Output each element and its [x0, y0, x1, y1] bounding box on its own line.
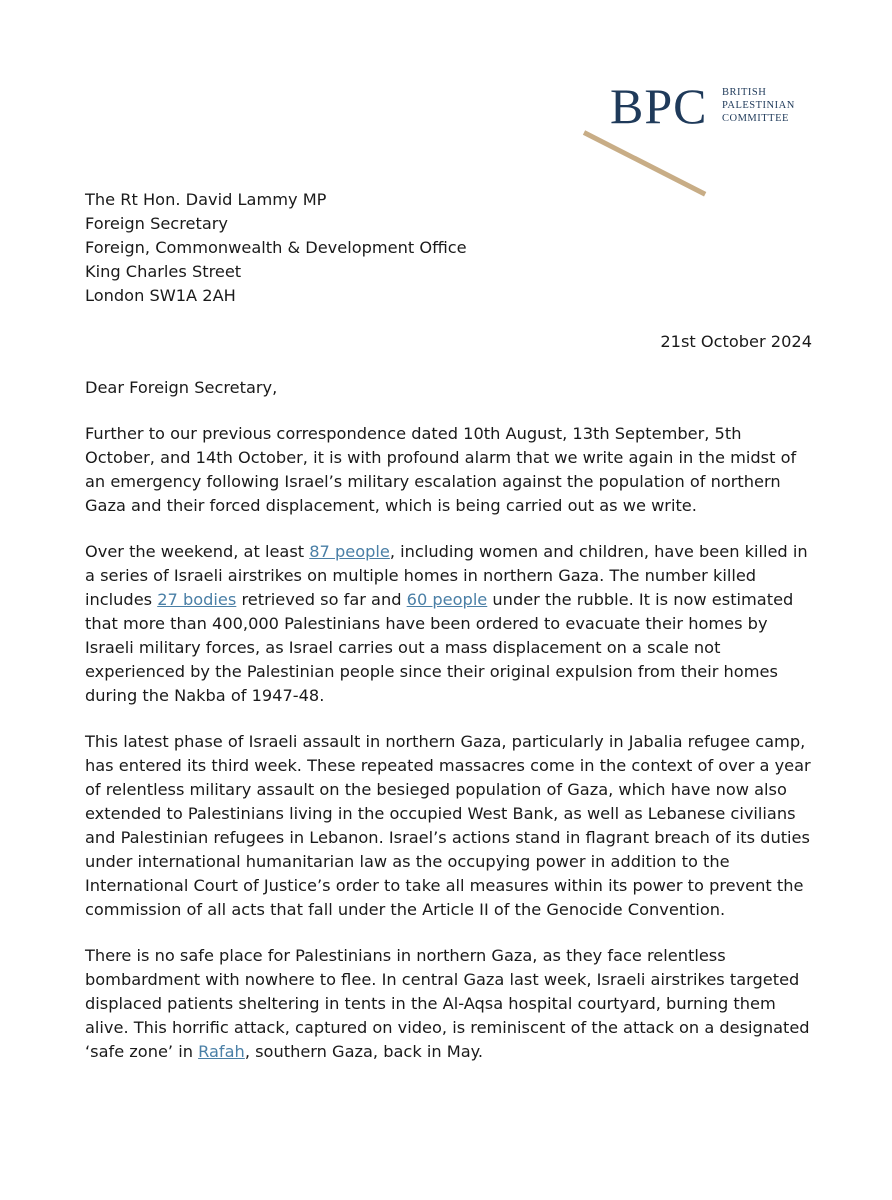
paragraph-2-text-2: , including women and children, have been killed in a series of Israeli airstrikes on multiple homes in northern Gaza. The number killed includes [85, 542, 808, 609]
recipient-office: Foreign, Commonwealth & Development Office [85, 238, 467, 257]
recipient-address [85, 188, 815, 308]
paragraph-4-text-1: There is no safe place for Palestinians in northern Gaza, as they face relentless bombardment with nowhere to flee. In central Gaza last week, Israeli airstrikes targeted displaced patients sheltering in tents in the Al-Aqsa hospital courtyard, burning them alive. This horrific attack, captured on video, is reminiscent of the attack on a designated ‘safe zone’ in [85, 946, 810, 1061]
link-rafah[interactable]: Rafah [198, 1042, 245, 1061]
logo-wordmark [722, 86, 795, 125]
paragraph-4-text-2: , southern Gaza, back in May. [244, 1042, 484, 1061]
salutation: Dear Foreign Secretary, [85, 378, 278, 397]
recipient-city: London SW1A 2AH [85, 286, 236, 305]
letter-date: 21st October 2024 [660, 332, 812, 351]
logo-letters: BPC [610, 78, 708, 134]
link-60-people[interactable]: 60 people [406, 590, 488, 609]
paragraph-3: This latest phase of Israeli assault in northern Gaza, particularly in Jabalia refugee camp, has entered its third week. These repeated massacres come in the context of over a year of relentless military assault on the besieged population of Gaza, which have now also extended to Palestinians living in the occupied West Bank, as well as Lebanese civilians and Palestinian refugees in Lebanon. Israel’s actions stand in flagrant breach of its duties under international humanitarian law as the occupying power in addition to the International Court of Justice’s order to take all measures within its power to prevent the commission of all acts that fall under the Article II of the Genocide Convention. [85, 732, 811, 919]
paragraph-2-text-4: under the rubble. It is now estimated that more than 400,000 Palestinians have been ordered to evacuate their homes by Israeli military forces, as Israel carries out a mass displacement on a scale not experienced by the Palestinian people since their original expulsion from their homes during the Nakba of 1947-48. [85, 590, 794, 705]
bpc-logo [582, 78, 795, 178]
recipient-street: King Charles Street [85, 262, 242, 281]
letter-body [85, 188, 815, 1064]
logo-word-british: BRITISH [722, 87, 767, 98]
paragraph-1: Further to our previous correspondence dated 10th August, 13th September, 5th October, and 14th October, it is with profound alarm that we write again in the midst of an emergency following Israel’s military escalation against the population of northern Gaza and their forced displacement, which is being carried out as we write. [85, 424, 797, 515]
paragraph-2 [85, 540, 815, 708]
link-27-bodies[interactable]: 27 bodies [157, 590, 237, 609]
logo-accent-bar [583, 130, 706, 196]
logo-word-committee: COMMITTEE [722, 113, 789, 124]
logo-word-palestinian: PALESTINIAN [722, 100, 795, 111]
paragraph-2-text-3: retrieved so far and [236, 590, 407, 609]
recipient-title: Foreign Secretary [85, 214, 228, 233]
recipient-name: The Rt Hon. David Lammy MP [85, 190, 327, 209]
paragraph-4 [85, 944, 815, 1064]
paragraph-2-text-1: Over the weekend, at least [85, 542, 310, 561]
link-87-people[interactable]: 87 people [309, 542, 390, 561]
